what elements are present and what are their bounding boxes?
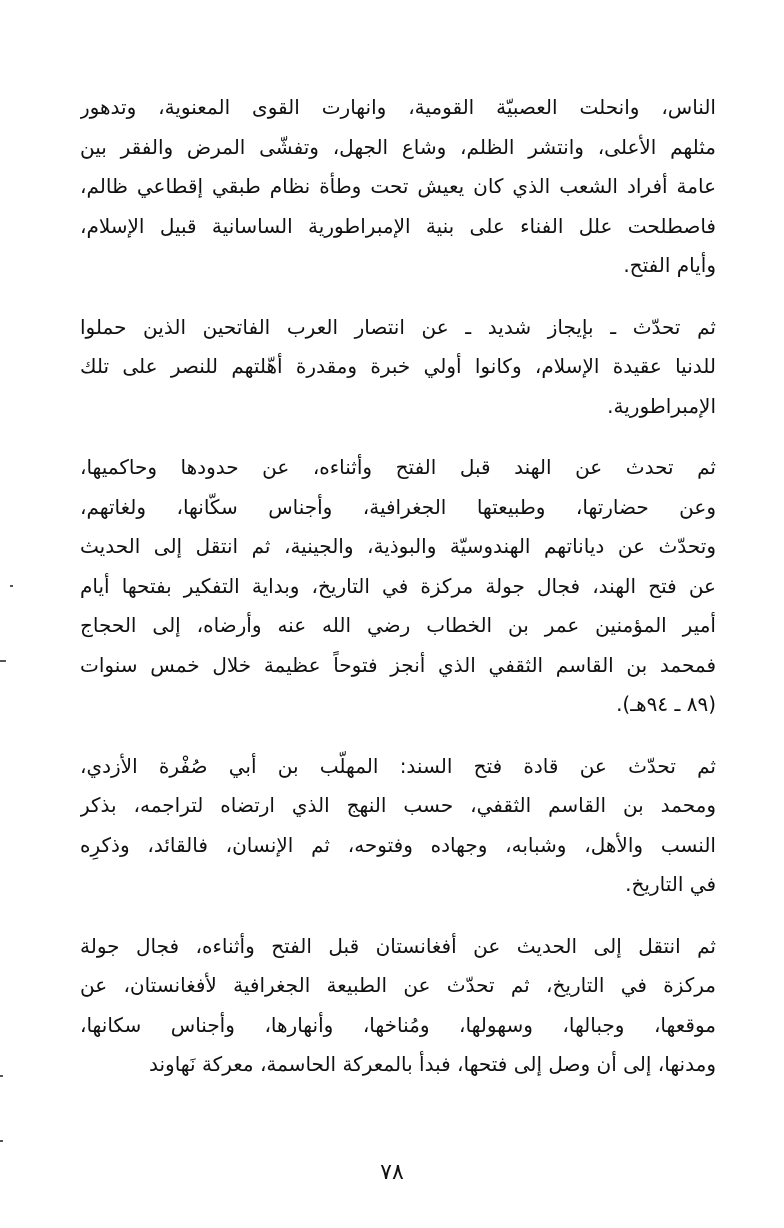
- text-line: ثم تحدّث ـ بإيجاز شديد ـ عن انتصار العرب الفاتحين الذين حملوا: [80, 314, 716, 339]
- paragraph: [80, 448, 716, 725]
- text-line: مركزة في التاريخ، ثم تحدّث عن الطبيعة الجغرافية لأفغانستان، عن: [80, 973, 716, 997]
- paragraph: [80, 88, 716, 286]
- text-line: فاصطلحت علل الفناء على بنية الإمبراطورية الساسانية قبيل الإسلام،: [80, 213, 716, 238]
- margin-mark: [10, 585, 13, 587]
- text-line: الناس، وانحلت العصبيّة القومية، وانهارت القوى المعنوية، وتدهور: [80, 95, 716, 119]
- text-line: ومحمد بن القاسم الثقفي، حسب النهج الذي ارتضاه لتراجمه، بذكر: [80, 793, 716, 817]
- text-line: (٨٩ ـ ٩٤هـ).: [616, 692, 716, 716]
- text-line: النسب والأهل، وشبابه، وجهاده وفتوحه، ثم الإنسان، فالقائد، وذكرِه: [80, 832, 716, 857]
- text-line: ثم انتقل إلى الحديث عن أفغانستان قبل الفتح وأثناءه، فجال جولة: [80, 933, 716, 958]
- text-line: مثلهم الأعلى، وانتشر الظلم، وشاع الجهل، وتفشّى المرض والفقر بين: [80, 134, 716, 159]
- text-line: فمحمد بن القاسم الثقفي الذي أنجز فتوحاً عظيمة خلال خمس سنوات: [80, 652, 716, 677]
- margin-mark: [0, 1140, 3, 1142]
- text-line: ثم تحدث عن الهند قبل الفتح وأثناءه، عن حدودها وحاكميها،: [80, 455, 716, 479]
- margin-mark: [0, 1075, 3, 1077]
- text-line: ومدنها، إلى أن وصل إلى فتحها، فبدأ بالمعركة الحاسمة، معركة نَهاوند: [148, 1052, 716, 1076]
- text-line: أمير المؤمنين عمر بن الخطاب رضي الله عنه وأرضاه، إلى الحجاج: [80, 613, 716, 637]
- margin-mark: [0, 660, 6, 662]
- text-line: وتحدّث عن دياناتهم الهندوسيّة والبوذية، والجينية، ثم انتقل إلى الحديث: [80, 534, 716, 558]
- text-line: عن فتح الهند، فجال جولة مركزة في التاريخ، وبداية التفكير بفتحها أيام: [80, 573, 716, 598]
- paragraph: [80, 747, 716, 905]
- text-line: عامة أفراد الشعب الذي كان يعيش تحت وطأة نظام طبقي إقطاعي ظالم،: [80, 174, 716, 198]
- text-line: للدنيا عقيدة الإسلام، وكانوا أولي خبرة ومقدرة أهّلتهم للنصر على تلك: [80, 354, 716, 378]
- text-line: الإمبراطورية.: [607, 393, 716, 418]
- text-line: ثم تحدّث عن قادة فتح السند: المهلّب بن أبي صُفْرة الأزدي،: [80, 753, 716, 778]
- page-number: ٧٨: [380, 1160, 404, 1185]
- body-text: [80, 88, 716, 1107]
- text-line: وعن حضارتها، وطبيعتها الجغرافية، وأجناس سكّانها، ولغاتهم،: [80, 494, 716, 519]
- paragraph: [80, 308, 716, 427]
- text-line: موقعها، وجبالها، وسهولها، ومُناخها، وأنهارها، وأجناس سكانها،: [80, 1012, 716, 1037]
- text-line: وأيام الفتح.: [623, 253, 716, 277]
- text-line: في التاريخ.: [625, 872, 716, 896]
- paragraph: [80, 927, 716, 1085]
